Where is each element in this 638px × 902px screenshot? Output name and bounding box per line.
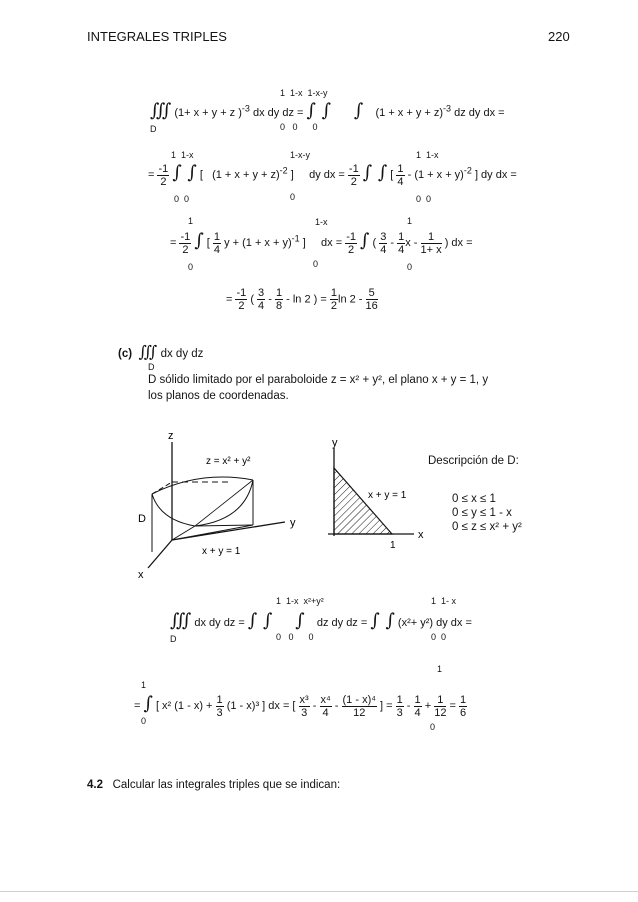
section-4-2: 4.2 Calcular las integrales triples que se indican: — [87, 779, 341, 791]
running-header: INTEGRALES TRIPLES — [87, 29, 227, 44]
region-description-title: Descripción de D: — [428, 455, 519, 467]
x-axis-label-2d: x — [418, 529, 424, 541]
figure-2d-projection — [320, 438, 440, 550]
y-axis-label: y — [290, 517, 296, 529]
page-number: 220 — [548, 29, 570, 44]
equation-b-line4: = $\frac{-1}{2}$ ( $\frac{3}{4}$ - $\frac{1}{8}$ - ln 2 ) = $\frac{1}{2}$ ln 2 - $\frac{5}{16}$ — [226, 287, 378, 312]
part-c-heading: (c) ∭ dx dy dz — [118, 342, 204, 361]
surface-label: z = x² + y² — [206, 456, 251, 467]
part-c-description-line2: los planos de coordenadas. — [148, 390, 289, 402]
part-c-region-label: D — [148, 362, 155, 372]
z-axis-label: z — [168, 430, 174, 442]
x-tick-one: 1 — [390, 540, 396, 550]
plane-label: x + y = 1 — [202, 546, 241, 557]
part-c-description-line1: D sólido limitado por el paraboloide z = x² + y², el plano x + y = 1, y — [148, 374, 489, 386]
y-axis-label-2d: y — [332, 438, 338, 449]
region-bound-x: 0 ≤ x ≤ 1 — [452, 493, 496, 505]
solid-label: D — [138, 513, 146, 525]
x-axis-label: x — [138, 569, 144, 580]
line-label: x + y = 1 — [368, 490, 407, 501]
page-bottom-edge — [0, 891, 638, 892]
figure-3d-solid — [130, 430, 330, 580]
region-bound-y: 0 ≤ y ≤ 1 - x — [452, 507, 512, 519]
region-bound-z: 0 ≤ z ≤ x² + y² — [452, 521, 522, 533]
